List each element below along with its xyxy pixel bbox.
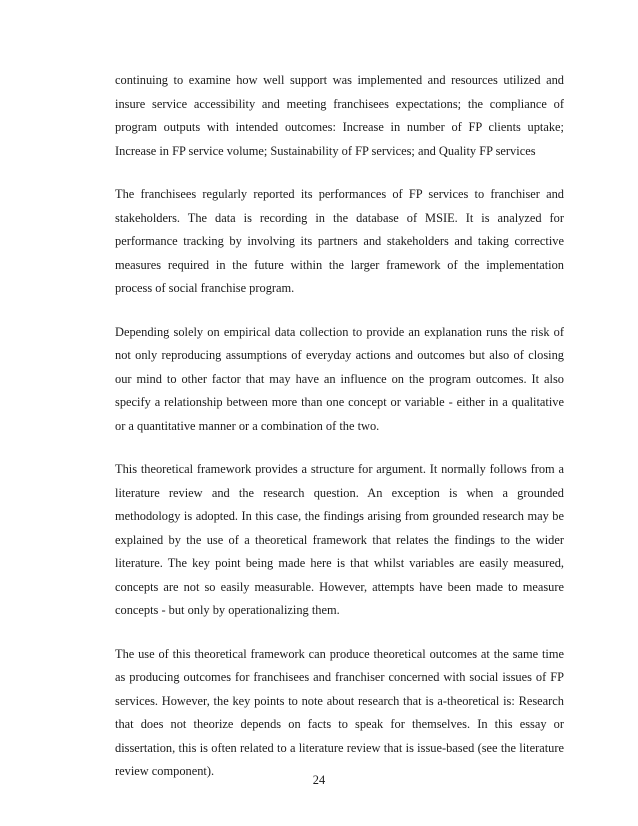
body-text <box>115 69 564 804</box>
paragraph-3: Depending solely on empirical data collection to provide an explanation runs the risk of not only reproducing assumptions of everyday actions and outcomes but also of closing our mind to other factor that may have an influence on the program outcomes. It also specify a relationship between more than one concept or variable - either in a qualitative or a quantitative manner or a combination of the two. <box>115 324 564 433</box>
paragraph-5: The use of this theoretical framework can produce theoretical outcomes at the same time as producing outcomes for franchisees and franchiser concerned with social issues of FP services. However, the key points to note about research that is a-theoretical is: Research that does not theorize depends on facts to speak for themselves. In this essay or dissertation, this is often related to a literature review that is issue-based (see the literature review component). <box>115 646 564 778</box>
page-number: 24 <box>312 773 326 787</box>
paragraph-4: This theoretical framework provides a structure for argument. It normally follows from a literature review and the research question. An exception is when a grounded methodology is adopted. In this case, the findings arising from grounded research may be explained by the use of a theoretical framework that relates the findings to the wider literature. The key point being made here is that whilst variables are easily measured, concepts are not so easily measurable. However, attempts have been made to measure concepts - but only by operationalizing them. <box>115 462 564 617</box>
paragraph-2: The franchisees regularly reported its performances of FP services to franchiser and stakeholders. The data is recording in the database of MSIE. It is analyzed for performance tracking by involving its partners and stakeholders and taking corrective measures required in the future within the larger framework of the implementation process of social franchise program. <box>115 187 564 295</box>
paragraph-1: continuing to examine how well support was implemented and resources utilized and insure service accessibility and meeting franchisees expectations; the compliance of program outputs with intended outcomes: Increase in number of FP clients uptake; Increase in FP service volume; Sustainability of FP services; and Quality FP services <box>115 73 564 158</box>
